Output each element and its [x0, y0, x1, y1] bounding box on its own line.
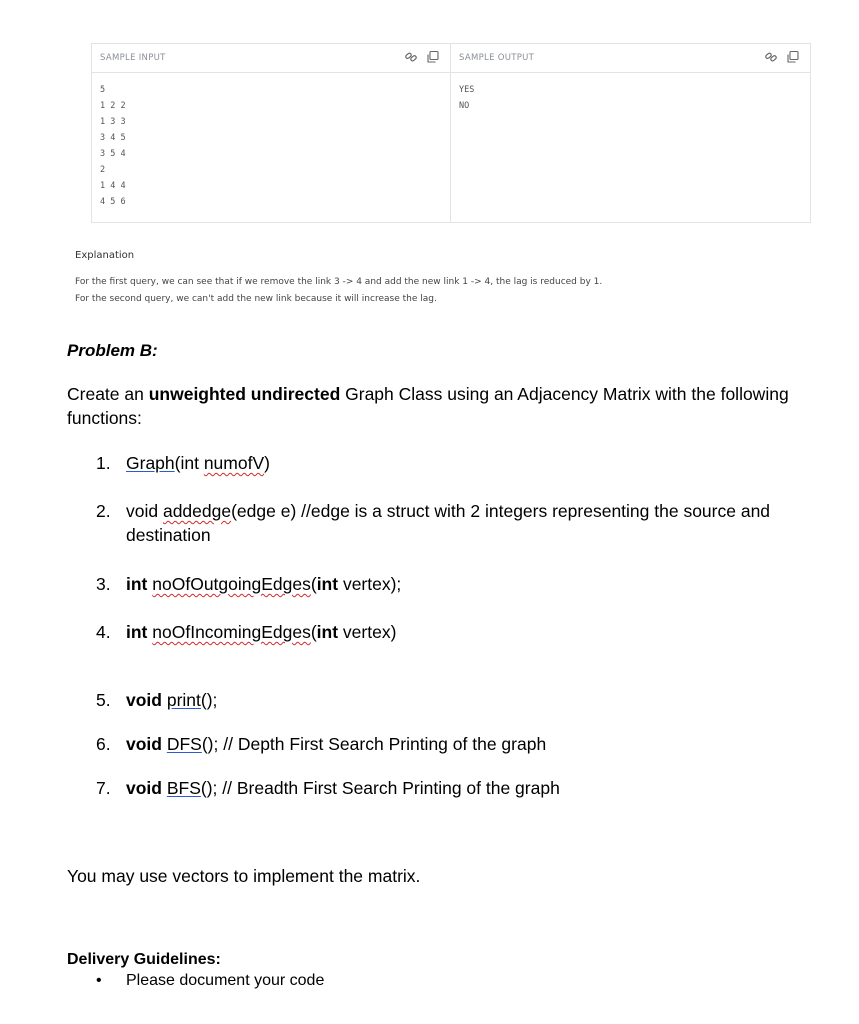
function-signature: vertex) — [338, 622, 397, 642]
function-name: BFS — [166, 778, 201, 798]
delivery-item: Please document your code — [126, 972, 325, 989]
code-line: 3 5 4 — [100, 149, 126, 159]
function-signature: ) — [264, 453, 270, 473]
link-icon[interactable] — [404, 50, 418, 64]
copy-icon[interactable] — [426, 50, 440, 64]
item-number: 6. — [96, 734, 111, 754]
keyword: void — [126, 778, 162, 798]
function-signature: (edge e) //edge is a struct with 2 integers representing the source and destination — [126, 501, 771, 545]
sample-output-lines — [459, 82, 474, 114]
code-line: 1 2 2 — [100, 101, 126, 111]
code-line: 3 4 5 — [100, 133, 126, 143]
keyword: int — [126, 574, 148, 594]
explanation-line: For the second query, we can't add the new link because it will increase the lag. — [75, 294, 437, 304]
intro-text: Create an — [67, 384, 149, 404]
keyword: void — [126, 734, 162, 754]
code-line: 2 — [100, 165, 106, 175]
code-line: YES — [459, 85, 475, 95]
function-name: noOfOutgoingEdges — [152, 574, 311, 594]
sample-output-column — [451, 44, 810, 222]
function-signature: (int — [174, 453, 204, 473]
keyword: int — [126, 622, 148, 642]
function-name: addedge — [162, 501, 232, 521]
intro-text: Graph Class using an Adjacency Matrix with the following functions: — [67, 384, 789, 428]
intro-bold: unweighted undirected — [148, 384, 341, 404]
keyword: int — [316, 574, 339, 594]
sample-input-lines — [100, 82, 126, 210]
function-arg: numofV — [203, 453, 265, 473]
function-name: noOfIncomingEdges — [152, 622, 311, 642]
code-line: 1 3 3 — [100, 117, 126, 127]
item-number: 2. — [96, 501, 111, 521]
explanation-line: For the first query, we can see that if we remove the link 3 -> 4 and add the new link 1 -> 4, the lag is reduced by 1. — [75, 277, 603, 287]
function-signature: (); // Breadth First Search Printing of the graph — [200, 778, 560, 798]
delivery-title: Delivery Guidelines: — [67, 951, 221, 968]
function-signature: void — [126, 501, 163, 521]
sample-input-header — [92, 44, 450, 73]
code-line: 1 4 4 — [100, 181, 126, 191]
sample-panel — [91, 43, 811, 223]
copy-icon[interactable] — [786, 50, 800, 64]
item-number: 4. — [96, 622, 111, 642]
keyword: void — [126, 690, 162, 710]
explanation-title: Explanation — [75, 250, 135, 261]
item-number: 7. — [96, 778, 111, 798]
item-number: 3. — [96, 574, 111, 594]
item-number: 5. — [96, 690, 111, 710]
keyword: int — [316, 622, 339, 642]
function-name: print — [166, 690, 201, 710]
bullet-icon: • — [96, 972, 102, 989]
function-name: DFS — [166, 734, 202, 754]
code-line: 5 — [100, 85, 106, 95]
problem-heading: Problem B: — [67, 341, 158, 360]
sample-input-column — [92, 44, 451, 222]
function-signature: vertex); — [338, 574, 402, 594]
sample-input-title: SAMPLE INPUT — [100, 53, 166, 63]
note-text: You may use vectors to implement the matrix. — [67, 866, 421, 886]
function-signature: (); // Depth First Search Printing of the graph — [201, 734, 547, 754]
code-line: NO — [459, 101, 470, 111]
function-name: Graph — [126, 453, 175, 473]
item-number: 1. — [96, 453, 111, 473]
sample-output-header — [451, 44, 810, 73]
link-icon[interactable] — [764, 50, 778, 64]
function-signature: (); — [200, 690, 218, 710]
code-line: 4 5 6 — [100, 197, 126, 207]
sample-output-title: SAMPLE OUTPUT — [459, 53, 535, 63]
problem-intro — [67, 382, 807, 430]
